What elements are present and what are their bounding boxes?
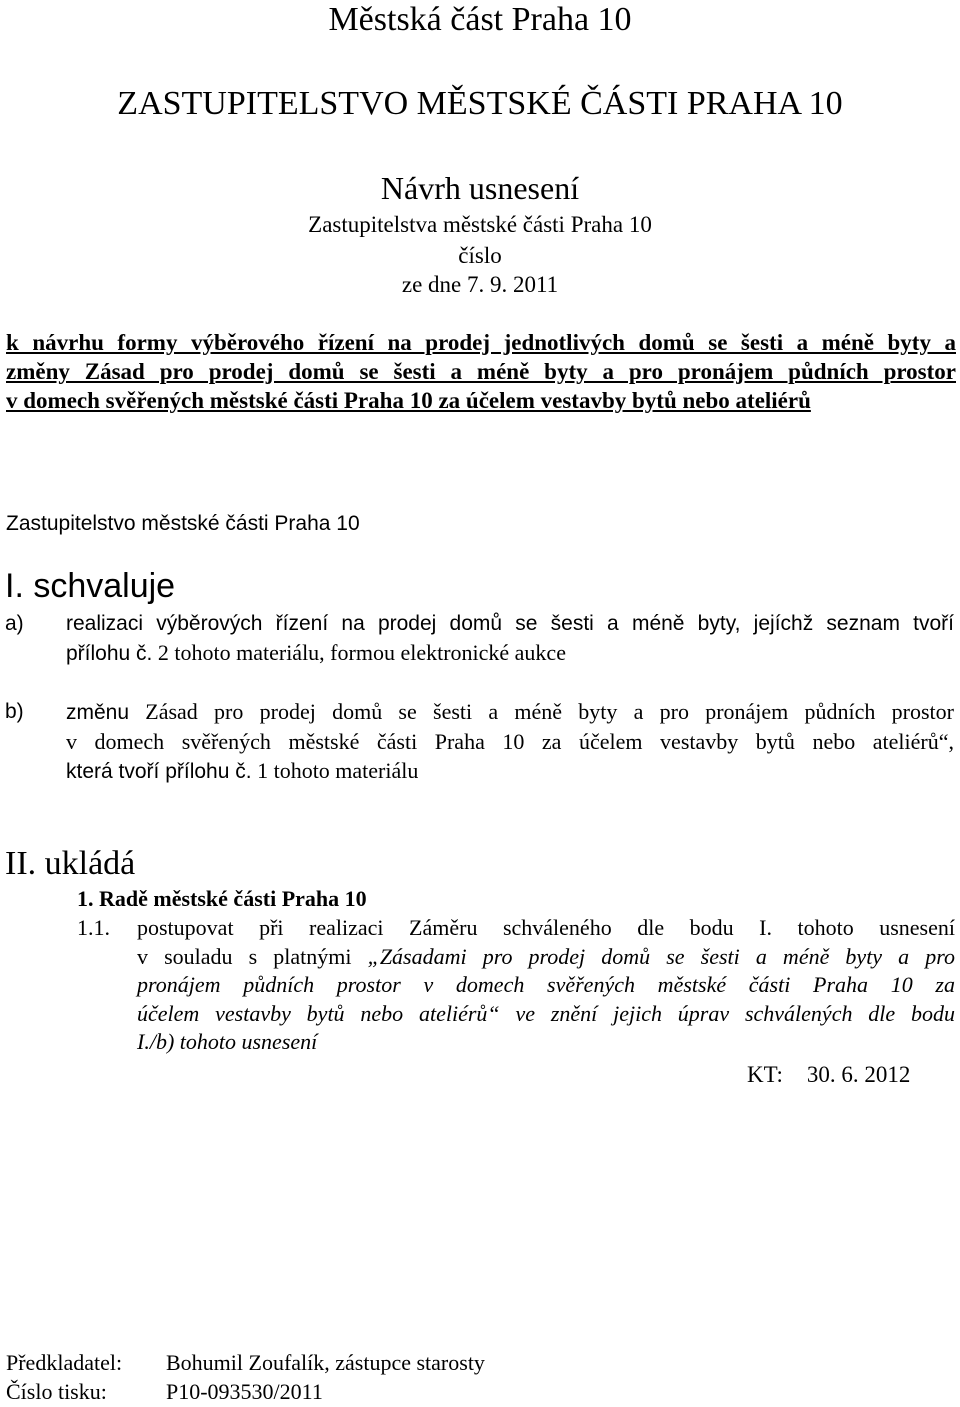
item-a-line: realizaci výběrových řízení na prodej domů se šesti a méně byty, jejíchž seznam tvoří: [66, 612, 954, 635]
item-b-attachment-ref: která tvoří přílohu č.: [66, 760, 252, 783]
issuer: Zastupitelstva městské části Praha 10: [308, 212, 652, 237]
subject-line: v domech svěřených městské části Praha 10 za účelem vestavby bytů nebo ateliérů: [6, 388, 811, 413]
item-b-verb: změnu: [66, 701, 130, 724]
submitter-label: Předkladatel:: [6, 1350, 123, 1375]
print-number-label: Číslo tisku:: [6, 1379, 107, 1404]
section-heading-approves: I. schvaluje: [5, 567, 176, 605]
number-label: číslo: [458, 243, 502, 268]
subject-line: změny Zásad pro prodej domů se šesti a méně byty a pro pronájem půdních prostor: [6, 359, 956, 384]
item-a-label: a): [5, 612, 24, 635]
print-number-row: [6, 1377, 323, 1407]
task-line: účelem vestavby bytů nebo ateliérů“ ve znění jejich úprav schválených dle bodu: [137, 1000, 955, 1026]
item-a-attachment-desc: 2 tohoto materiálu, formou elektronické aukce: [152, 640, 566, 665]
task-line: I./b) tohoto usnesení: [137, 1029, 318, 1054]
item-b-text: [66, 697, 954, 786]
deadline-value: 30. 6. 2012: [806, 1062, 911, 1087]
section-heading-imposes: II. ukládá: [5, 845, 136, 882]
council-title: ZASTUPITELSTVO MĚSTSKÉ ČÁSTI PRAHA 10: [117, 85, 843, 122]
task-recipient: 1. Radě městské části Praha 10: [77, 886, 367, 911]
item-b-rest: Zásad pro prodej domů se šesti a méně byty a pro pronájem půdních prostor: [129, 699, 954, 724]
subject-line: k návrhu formy výběrového řízení na prodej jednotlivých domů se šesti a méně byty a: [6, 330, 956, 355]
item-b-line: [66, 756, 954, 786]
deadline-label: KT:: [747, 1062, 783, 1087]
task-number: 1.1.: [77, 915, 110, 940]
print-number-value: P10-093530/2011: [166, 1379, 323, 1404]
item-b-label: b): [5, 700, 24, 723]
task-line: [137, 943, 955, 972]
item-b-line: v domech svěřených městské části Praha 10 za účelem vestavby bytů nebo ateliérů“,: [66, 729, 954, 754]
item-a-text: [66, 609, 954, 668]
resolution-subject: [6, 328, 956, 415]
task-line: postupovat při realizaci Záměru schváleného dle bodu I. tohoto usnesení: [137, 915, 955, 940]
item-a-line: [66, 638, 954, 668]
task-line: pronájem půdních prostor v domech svěřených městské části Praha 10 za: [137, 972, 955, 997]
item-b-line: [66, 697, 954, 727]
submitter-row: [6, 1348, 485, 1378]
document-type: Návrh usnesení: [380, 170, 580, 206]
item-a-attachment-ref: přílohu č.: [66, 642, 153, 665]
task-line2-plain: v souladu s platnými: [137, 943, 368, 969]
deadline: [747, 1060, 910, 1090]
document-date: ze dne 7. 9. 2011: [401, 272, 559, 297]
resolution-actor: Zastupitelstvo městské části Praha 10: [6, 512, 360, 535]
task-text: [137, 914, 955, 1057]
task-line2-italic: „Zásadami pro prodej domů se šesti a méně byty a pro: [367, 943, 956, 969]
submitter-value: Bohumil Zoufalík, zástupce starosty: [166, 1350, 485, 1375]
municipality-title: Městská část Praha 10: [328, 1, 632, 38]
item-b-attachment-desc: 1 tohoto materiálu: [251, 758, 419, 783]
